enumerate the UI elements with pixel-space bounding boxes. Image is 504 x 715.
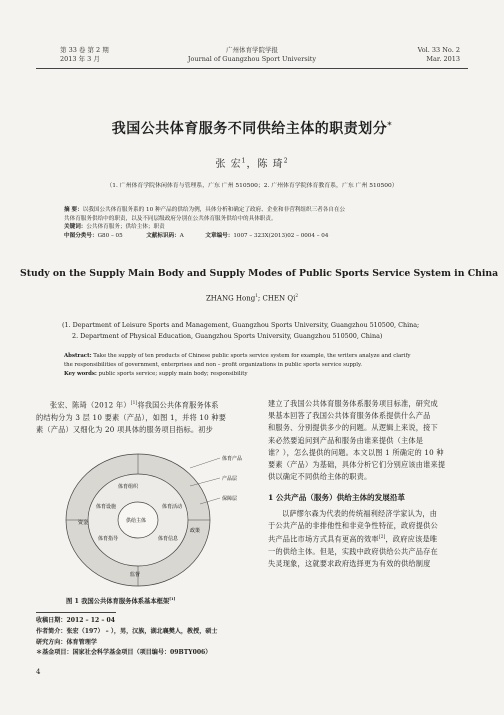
abstract-label: 摘 要： [64,207,83,213]
figure-caption-text: 图 1 我国公共体育服务体系基本框架 [66,598,170,606]
keywords-label: 关键词： [64,224,87,231]
right-p2-line1: 以萨缪尔森为代表的传统福利经济学家认为，由 [282,509,438,518]
label-funds: 资金 [78,520,89,526]
header-rule [36,68,468,69]
keywords-cn: 公共体育服务；供给主体；职责 [86,224,165,231]
affiliation-cn: （1. 广州体育学院休闲体育与管理系，广东 广州 510500；2. 广州体育学院体育教育系，广东 广州 510500） [106,183,398,189]
clc-value: G80 – 05 [97,232,123,239]
authors-en [40,293,464,302]
label-activity: 体育活动 [162,504,183,510]
abstract-en [64,352,444,379]
ref-2: [2] [378,535,386,541]
author1-sup: 1 [241,157,247,165]
title-cn [40,118,464,138]
authors-cn [40,155,464,170]
author1-cn: 张 宏 [215,159,242,170]
leader-1 [190,458,220,468]
author2-en-sup: 2 [295,293,299,298]
footnote-received: 收稿日期：2012 – 12 – 04 [36,617,115,624]
right-line5: 谁？），怎么提供的问题。本文以图 1 所确定的 10 种 [268,447,444,457]
label-org: 体育组织 [118,484,139,490]
title-footnote-mark: * [387,119,393,130]
abstract-en-line2: the responsibilities of government, enterprises and non – profit organizations in public sports service supply. [64,362,363,368]
footnote-research: 研究方向：体育管理学 [36,638,97,646]
label-product: 体育产品 [222,456,243,462]
footnote-rule [36,612,116,613]
label-supervision: 监督 [130,572,141,578]
affiliation-en [62,320,462,342]
right-line2: 果基本回答了我国公共体育服务体系提供什么产品 [268,411,431,421]
right-line1: 建立了我国公共体育服务体系服务项目标准，研究成 [268,399,438,408]
vol-date: Mar. 2013 [426,55,460,63]
journal-name [170,46,334,64]
figure-1-diagram [40,448,254,590]
author2-cn: ，陈 琦 [246,159,284,170]
classification-line [64,232,444,241]
journal-name-en: Journal of Guangzhou Sport University [187,55,317,63]
article-no-label: 文章编号： [205,232,234,239]
abstract-cn-line1: 以我国公共体育服务系的 10 种产品的供给为例，具体分析和确定了政府、企业和非营利组织三者各自在公 [82,207,346,213]
keywords-en-label: Key words: [64,371,97,377]
affil-en-line2: 2. Department of Physical Education, Guangzhou Sports University, Guangzhou 510500, China) [72,332,383,340]
right-p2-line5: 失灵现象，这就要求政府选择更为有效的供给制度 [268,559,431,569]
right-p2-line2: 于公共产品的非排他性和非竞争性特征，政府提供公 [268,521,438,531]
doc-code-label: 文献标识码： [146,232,180,239]
footnote-fund: ＊基金项目：国家社会科学基金项目（项目编号：09BTY006） [36,649,212,657]
ref-1: [1] [130,401,138,406]
doc-code-value: A [179,232,184,239]
issue-date: 2013 年 3 月 [60,55,100,63]
right-line6: 要素（产品）为基础，具体分析它们分别应该由谁来提 [268,460,446,470]
right-p2-line3: 共产品比市场方式具有更高的效率 [268,534,379,544]
label-product-layer: 产品层 [222,476,238,482]
label-guidance: 体育指导 [98,536,119,542]
abstract-cn [64,206,444,240]
right-line7: 供以确定不同供给主体的职责。 [268,472,372,482]
label-info: 体育信息 [158,536,179,542]
volume-issue: 第 33 卷 第 2 期 [60,46,109,54]
journal-vol-en [398,46,460,64]
keywords-en: public sports service; supply main body; responsibility [96,371,248,377]
label-core: 供给主体 [126,518,147,524]
label-policy: 政策 [190,528,201,534]
author2-en: ; CHEN Qi [257,294,296,303]
right-paragraph-1 [268,398,472,483]
author1-en: ZHANG Hong [205,294,256,303]
left-line3: 素（产品）又细化为 20 项具体的服务项目指标。初步 [36,424,214,434]
left-line1b: 将我国公共体育服务体系 [137,400,219,410]
label-support-layer: 保障层 [222,496,238,502]
author2-sup: 2 [283,157,289,165]
section-heading-1: 1 公共产品（服务）供给主体的发展沿革 [268,493,406,502]
journal-name-cn: 广州体育学院学报 [226,46,278,54]
abstract-en-label: Abstract: [64,353,92,359]
left-paragraph [36,398,254,436]
right-paragraph-2 [268,508,472,570]
page-number: 4 [36,668,41,676]
right-p2-line3-tail: ，政府应该是唯 [385,534,438,544]
title-cn-text: 我国公共体育服务不同供给主体的职责划分 [111,121,388,137]
right-line3: 和服务、分别提供多少的问题。从逻辑上来说，接下 [268,423,438,433]
title-en: Study on the Supply Main Body and Supply Modes of Public Sports Service System in China [20,268,499,279]
figure-caption [66,596,246,605]
vol-no: Vol. 33 No. 2 [417,46,460,54]
clc-label: 中图分类号： [64,232,98,239]
affil-en-line1: (1. Department of Leisure Sports and Management, Guangzhou Sports University, Guangzhou 510500, China; [62,321,420,329]
abstract-cn-line2: 共体育服务供给中的职责，以及不同层级政府分别在公共体育服务供给中的具体职责。 [64,215,277,222]
journal-volume [60,46,109,64]
label-facility: 体育设施 [96,504,117,510]
figure-caption-ref: [1] [169,596,176,601]
article-no-value: 1007 – 323X(2013)02 – 0004 – 04 [233,232,329,239]
author1-en-sup: 1 [255,293,258,298]
abstract-en-line1: Take the supply of ten products of Chinese public sports service system for example, the writers analyze and clarify [91,353,411,359]
right-p2-line4: 一的供给主体。但是，实践中政府供给公共产品存在 [268,547,438,556]
left-line2: 的结构分为 3 层 10 要素（产品），如图 1，并将 10 种要 [36,412,227,422]
left-line1: 张宏、陈琦（2012 年） [50,400,131,410]
footnote-author: 作者简介：张宏（197） – ），男，汉族，湖北襄樊人，教授，硕士 [36,627,218,635]
right-line4: 来必然要追问到产品和服务由谁来提供（主体是 [268,435,424,445]
footnotes [36,616,256,659]
